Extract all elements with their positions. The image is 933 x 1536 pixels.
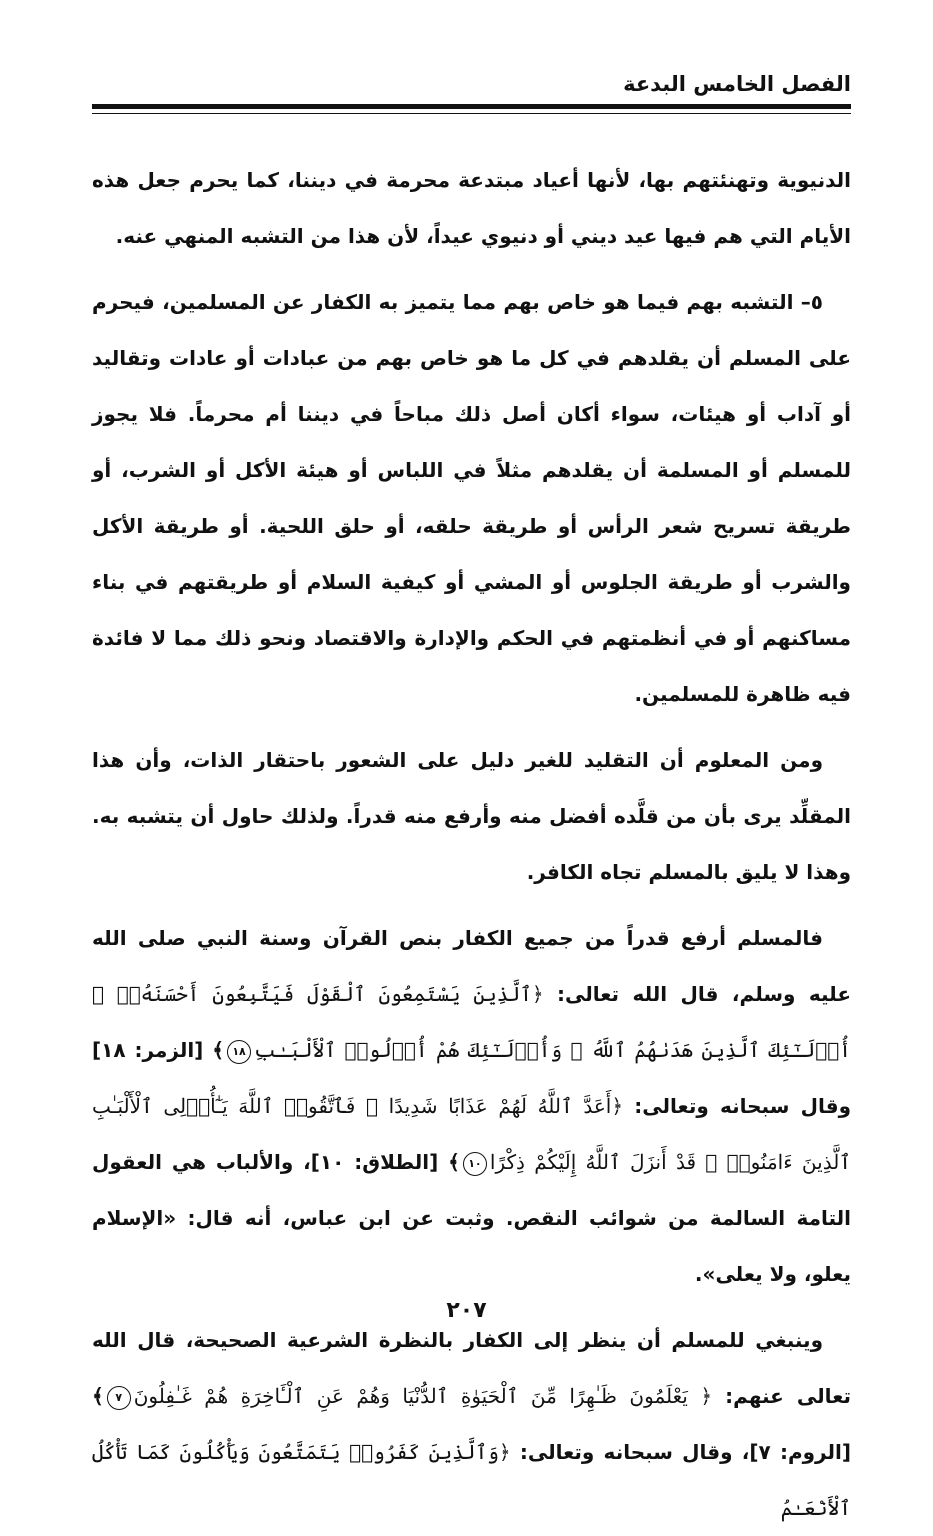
paragraph-3: ومن المعلوم أن التقليد للغير دليل على الشعور باحتقار الذات، وأن هذا المقلِّد يرى بأن من قلَّده أفضل منه وأرفع منه قدراً. ولذلك حاول أن يتشبه به. وهذا لا يليق بالمسلم تجاه الكافر.	[92, 748, 851, 884]
quran-quote-talaq: ﴿أَعَدَّ ٱللَّهُ لَهُمْ عَذَابًا شَدِيدًا ۖ فَٱتَّقُوا۟ ٱللَّهَ يَـٰٓأُو۟لِى ٱلْأَلْبَـٰبِ ٱلَّذِينَ ءَامَنُوا۟ ۚ قَدْ أَنزَلَ ٱللَّهُ إِلَيْكُمْ ذِكْرًا	[92, 1094, 852, 1174]
ayah-number-marker: ١٠	[463, 1152, 487, 1176]
quran-quote-zumar: ﴿ٱلَّذِينَ يَسْتَمِعُونَ ٱلْقَوْلَ فَيَتَّبِعُونَ أَحْسَنَهُۥٓ ۚ أُو۟لَـٰٓئِكَ ٱلَّذِينَ هَدَىٰهُمُ ٱللَّهُ ۖ وَأُو۟لَـٰٓئِكَ هُمْ أُو۟لُوا۟ ٱلْأَلْبَـٰبِ	[92, 982, 851, 1062]
page-number: ٢٠٧	[446, 1298, 487, 1323]
paragraph-5-text-1: وينبغي للمسلم أن ينظر إلى الكفار بالنظرة الشرعية الصحيحة، قال الله تعالى عنهم:	[92, 1328, 851, 1408]
chapter-title: الفصل الخامس البدعة	[623, 72, 851, 96]
quran-quote-muhammad: ﴿وَٱلَّذِينَ كَفَرُوا۟ يَتَمَتَّعُونَ وَيَأْكُلُونَ كَمَا تَأْكُلُ ٱلْأَنْعَـٰمُ	[92, 1440, 851, 1520]
running-header	[92, 64, 851, 114]
quran-quote-rum: ﴿ يَعْلَمُونَ ظَـٰهِرًا مِّنَ ٱلْحَيَوٰةِ ٱلدُّنْيَا وَهُمْ عَنِ ٱلْـَٔاخِرَةِ هُمْ غَـٰفِلُونَ	[133, 1384, 713, 1408]
ayah-number-marker: ١٨	[227, 1040, 251, 1064]
paragraph-5	[92, 1312, 851, 1536]
header-rule-thick	[92, 104, 851, 109]
paragraph-1: الدنيوية وتهنئتهم بها، لأنها أعياد مبتدعة محرمة في ديننا، كما يحرم جعل هذه الأيام التي هم فيها عيد ديني أو دنيوي عيداً، لأن هذا من التشبه المنهي عنه.	[92, 168, 851, 248]
paragraph-2: ٥– التشبه بهم فيما هو خاص بهم مما يتميز به الكفار عن المسلمين، فيحرم على المسلم أن يقلدهم في كل ما هو خاص بهم من عبادات أو عادات وتقاليد أو آداب أو هيئات، سواء أكان أصل ذلك مباحاً في ديننا أم محرماً. فلا يجوز للمسلم أو المسلمة أن يقلدهم مثلاً في اللباس أو هيئة الأكل أو الشرب، أو طريقة تسريح شعر الرأس أو طريقة حلقه، أو حلق اللحية. أو طريقة الأكل والشرب أو طريقة الجلوس أو المشي أو كيفية السلام أو طريقتهم في بناء مساكنهم أو في أنظمتهم في الحكم والإدارة والاقتصاد ونحو ذلك مما لا فائدة فيه ظاهرة للمسلمين.	[92, 290, 851, 706]
paragraph-4-text-1: فالمسلم أرفع قدراً من جميع الكفار بنص القرآن وسنة النبي صلى الله عليه وسلم، قال الله تعالى:	[92, 926, 851, 1006]
ayah-number-marker: ٧	[107, 1386, 131, 1410]
paragraph-4	[92, 910, 851, 1302]
paragraph-4-text-2: ﴾ [الزمر: ١٨] وقال سبحانه وتعالى:	[92, 1038, 851, 1118]
body-text	[92, 152, 851, 1536]
header-rule-thin	[92, 113, 851, 114]
paragraph-4-text-3: ﴾ [الطلاق: ١٠]، والألباب هي العقول التامة السالمة من شوائب النقص. وثبت عن ابن عباس، أنه قال: «الإسلام يعلو، ولا يعلى».	[92, 1150, 851, 1286]
paragraph-5-text-2: ﴾ [الروم: ٧]، وقال سبحانه وتعالى:	[92, 1384, 852, 1464]
